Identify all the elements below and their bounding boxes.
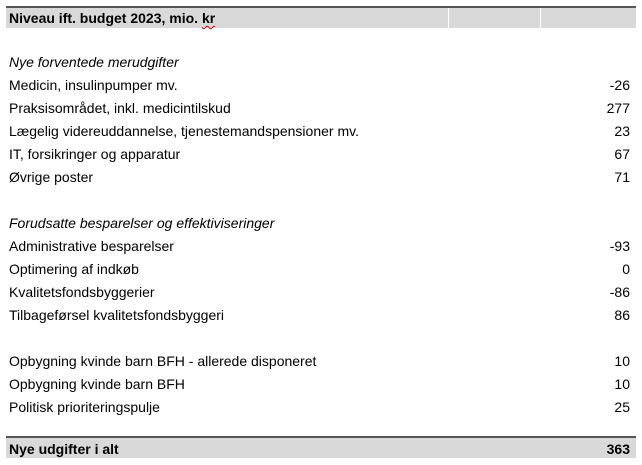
spacer-row [6, 327, 636, 350]
row-label: IT, forsikringer og apparatur [9, 146, 181, 162]
row-value: -86 [609, 284, 630, 300]
total-label: Nye udgifter i alt [9, 441, 119, 457]
row-value: 71 [614, 169, 630, 185]
header-column-divider [540, 8, 541, 28]
table-header [6, 6, 636, 28]
row-value: 10 [614, 376, 630, 392]
row-value: 67 [614, 146, 630, 162]
row-label: Politisk prioriteringspulje [9, 399, 160, 415]
table-row [6, 281, 636, 304]
row-value: -26 [609, 77, 630, 93]
header-title-text: Niveau ift. budget 2023, mio. [9, 10, 202, 26]
section-title: Forudsatte besparelser og effektiviseringer [9, 215, 275, 231]
row-label: Opbygning kvinde barn BFH [9, 376, 185, 392]
row-value: 277 [606, 100, 630, 116]
header-title [9, 8, 215, 29]
header-column-divider [448, 8, 449, 28]
total-row [6, 436, 636, 458]
row-value: 25 [614, 399, 630, 415]
row-label: Tilbageførsel kvalitetsfondsbyggeri [9, 307, 225, 323]
spacer-row [6, 28, 636, 51]
table-row [6, 143, 636, 166]
row-value: -93 [609, 238, 630, 254]
row-value: 86 [614, 307, 630, 323]
total-value: 363 [606, 441, 630, 457]
table-row [6, 396, 636, 419]
table-row [6, 166, 636, 189]
table-row [6, 235, 636, 258]
row-label: Optimering af indkøb [9, 261, 139, 277]
row-value: 23 [614, 123, 630, 139]
row-label: Kvalitetsfondsbyggerier [9, 284, 155, 300]
section-heading [6, 212, 636, 235]
table-row [6, 74, 636, 97]
header-title-unit: kr [201, 10, 216, 26]
row-label: Opbygning kvinde barn BFH - allerede disponeret [9, 353, 317, 369]
table-row [6, 120, 636, 143]
section-title: Nye forventede merudgifter [9, 54, 179, 70]
table-row [6, 258, 636, 281]
row-label: Praksisområdet, inkl. medicintilskud [9, 100, 231, 116]
budget-table [6, 6, 636, 419]
table-row [6, 97, 636, 120]
row-value: 0 [622, 261, 630, 277]
table-row [6, 304, 636, 327]
row-value: 10 [614, 353, 630, 369]
row-label: Lægelig videreuddannelse, tjenestemandspensioner mv. [9, 123, 359, 139]
table-row [6, 373, 636, 396]
section-heading [6, 51, 636, 74]
row-label: Medicin, insulinpumper mv. [9, 77, 178, 93]
row-label: Administrative besparelser [9, 238, 174, 254]
table-row [6, 350, 636, 373]
spacer-row [6, 189, 636, 212]
row-label: Øvrige poster [9, 169, 94, 185]
